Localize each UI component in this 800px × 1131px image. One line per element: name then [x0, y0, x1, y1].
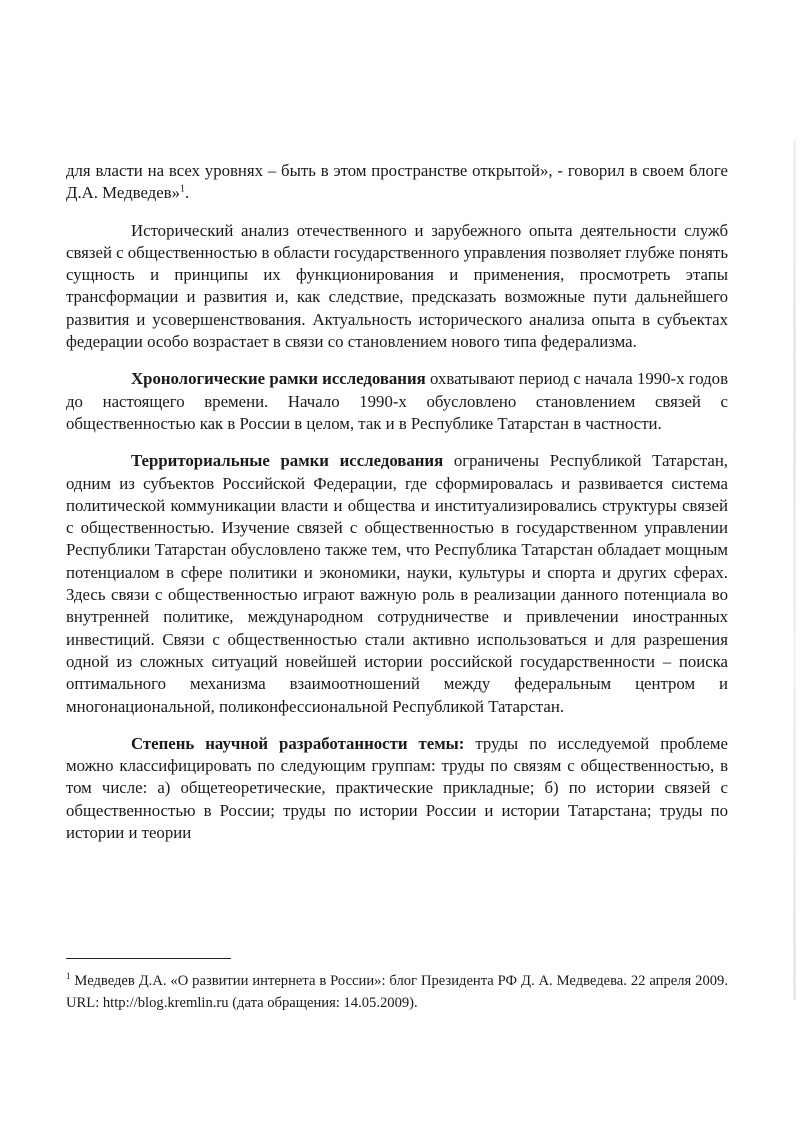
paragraph-historical-analysis: Исторический анализ отечественного и зарубежного опыта деятельности служб связей с общественностью в области государственного управления позволяет глубже понять сущность и принципы их функционирования и применения, просмотреть этапы трансформации и развития и, как следствие, предсказать возможные пути дальнейшего развития и усовершенствования. Актуальность исторического анализа опыта в субъектах федерации особо возрастает в связи со становлением нового типа федерализма. [66, 220, 728, 352]
footnote-text: Медведев Д.А. «О развитии интернета в России»: блог Президента РФ Д. А. Медведева. 22 апреля 2009. URL: http://blog.kremlin.ru (дата обращения: 14.05.2009). [66, 973, 728, 1011]
paragraph-lead: Хронологические рамки исследования [131, 369, 426, 389]
footnote-number: 1 [66, 971, 71, 982]
paragraph-continuation: для власти на всех уровнях – быть в этом пространстве открытой», - говорил в своем блоге Д.А. Медведев»$^1$. [66, 161, 728, 203]
body-text [66, 160, 728, 844]
paragraph-lead: Степень научной разработанности темы: [131, 733, 465, 753]
footnote [66, 970, 728, 1014]
paragraph-lead: Территориальные рамки исследования [131, 451, 444, 471]
scan-edge-shadow [793, 140, 796, 1000]
paragraph-chronological-scope: Хронологические рамки исследования охватывают период с начала 1990-х годов до настоящего времени. Начало 1990-х обусловлено становлением связей с общественностью как в России в целом, так и в Республике Татарстан в частности. [66, 369, 728, 433]
footnote-separator [66, 958, 231, 959]
paragraph-research-degree: Степень научной разработанности темы: труды по исследуемой проблеме можно классифицировать по следующим группам: труды по связям с общественностью, в том числе: а) общетеоретические, практические прикладные; б) по истории связей с общественностью в России; труды по истории России и истории Татарстана; труды по истории и теории [66, 733, 728, 843]
paragraph-territorial-scope: Территориальные рамки исследования ограничены Республикой Татарстан, одним из субъектов Российской Федерации, где сформировалась и развивается система политической коммуникации власти и общества и институализировались структуры связей с общественностью. Изучение связей с общественностью в государственном управлении Республики Татарстан обусловлено также тем, что Республика Татарстан обладает мощным потенциалом в сфере политики и экономики, науки, культуры и спорта и других сферах. Здесь связи с общественностью играют важную роль в реализации данного потенциала во внутренней политике, международном сотрудничестве и привлечении иностранных инвестиций. Связи с общественностью стали активно использоваться и для разрешения одной из сложных ситуаций новейшей истории российской государственности – поиска оптимального механизма взаимоотношений между федеральным центром и многонациональной, поликонфессиональной Республикой Татарстан. [66, 451, 728, 716]
footnote-reference: 1 [179, 183, 185, 195]
